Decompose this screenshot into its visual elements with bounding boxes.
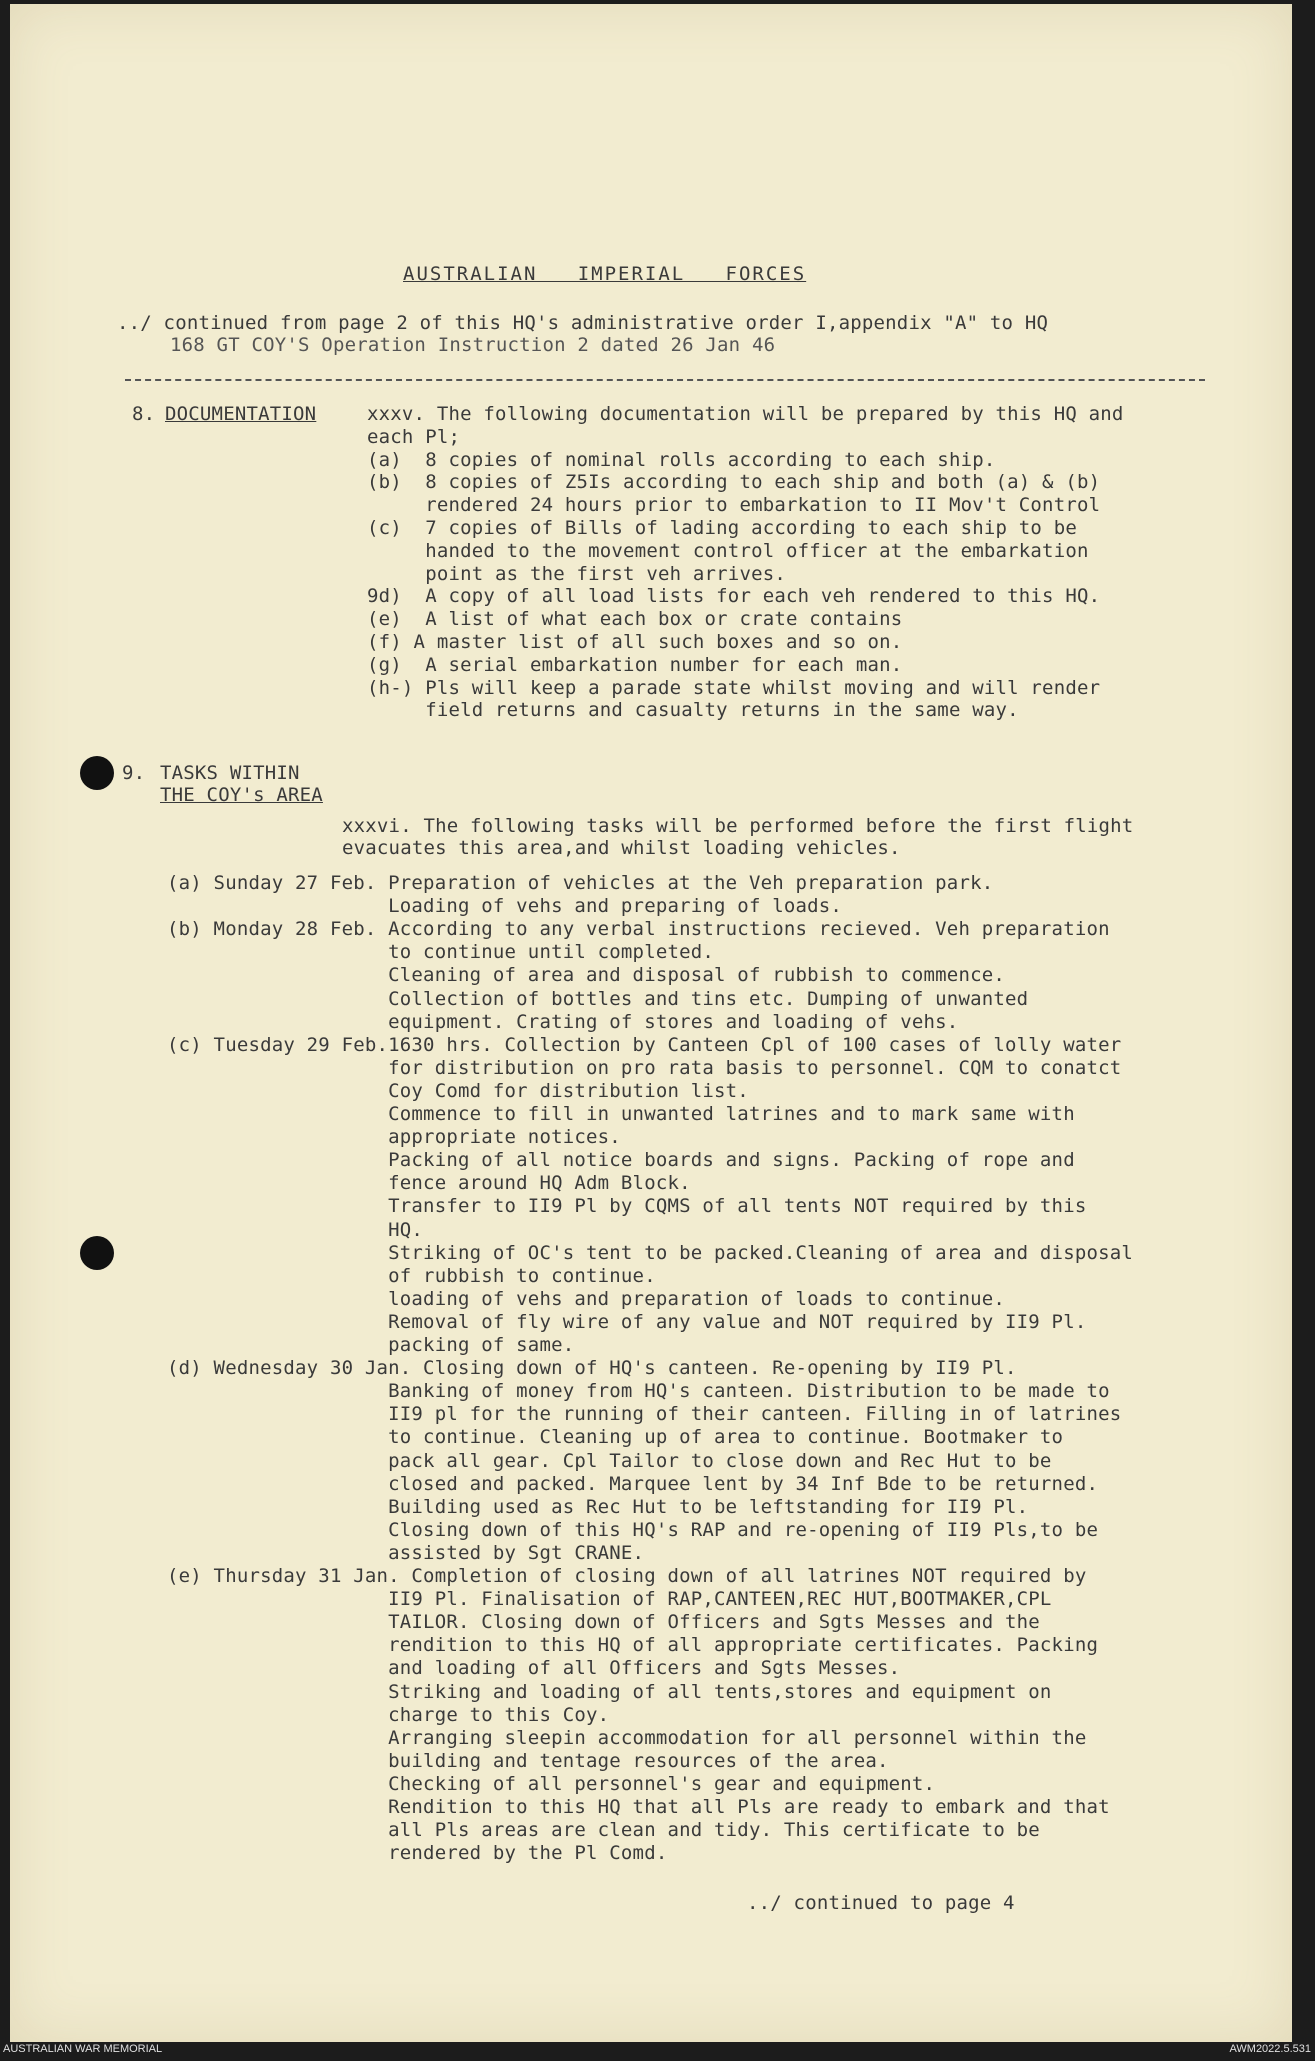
- section-9-line: II9 pl for the running of their canteen. Filling in of latrines: [167, 1403, 1122, 1426]
- section-8-line: rendered 24 hours prior to embarkation to II Mov't Control: [367, 494, 1101, 517]
- section-9-line: all Pls areas are clean and tidy. This certificate to be: [167, 1819, 1040, 1842]
- section-9-line: (c) Tuesday 29 Feb.1630 hrs. Collection by Canteen Cpl of 100 cases of lolly water: [167, 1033, 1122, 1056]
- footer-left: AUSTRALIAN WAR MEMORIAL: [3, 2043, 163, 2055]
- footer-right: AWM2022.5.531: [1229, 2043, 1311, 2055]
- section-8-line: xxxv. The following documentation will be prepared by this HQ and: [367, 403, 1124, 425]
- section-8-line: (c) 7 copies of Bills of lading according to each ship to be: [367, 517, 1077, 539]
- section-9-line: packing of same.: [167, 1334, 575, 1356]
- section-8-line: handed to the movement control officer at the embarkation: [367, 539, 1089, 562]
- section-9-intro-2: evacuates this area,and whilst loading vehicles.: [342, 837, 901, 859]
- section-9-line: Commence to fill in unwanted latrines and to mark same with: [167, 1103, 1075, 1125]
- section-9-heading-line-1: TASKS WITHIN: [160, 762, 300, 784]
- section-8-line: 9d) A copy of all load lists for each veh rendered to this HQ.: [367, 585, 1101, 608]
- section-9-line: (a) Sunday 27 Feb. Preparation of vehicles at the Veh preparation park.: [167, 872, 994, 894]
- punch-hole-top: [80, 756, 114, 790]
- section-9-line: Cleaning of area and disposal of rubbish to commence.: [167, 964, 1006, 987]
- section-9-line: to continue. Cleaning up of area to continue. Bootmaker to: [167, 1426, 1064, 1449]
- section-9-line: to continue until completed.: [167, 941, 715, 964]
- section-9-line: closed and packed. Marquee lent by 34 Inf Bde to be returned.: [167, 1472, 1099, 1495]
- section-divider: [125, 379, 1205, 381]
- section-9-line: Arranging sleepin accommodation for all personnel within the: [167, 1726, 1087, 1749]
- section-9-line: (d) Wednesday 30 Jan. Closing down of HQ's canteen. Re-opening by II9 Pl.: [167, 1357, 1017, 1380]
- section-8-heading: DOCUMENTATION: [165, 403, 317, 425]
- continuation-line-1: ../ continued from page 2 of this HQ's administrative order I,appendix "A" to HQ: [117, 312, 1049, 334]
- section-9-line: Removal of fly wire of any value and NOT required by II9 Pl.: [167, 1310, 1087, 1333]
- section-9-line: fence around HQ Adm Block.: [167, 1172, 691, 1195]
- section-9-line: rendered by the Pl Comd.: [167, 1842, 668, 1865]
- section-9-line: Building used as Rec Hut to be leftstanding for II9 Pl.: [167, 1495, 1029, 1518]
- section-8-line: (g) A serial embarkation number for each man.: [367, 653, 903, 676]
- section-9-line: Striking and loading of all tents,stores and equipment on: [167, 1680, 1052, 1703]
- section-9-line: Transfer to II9 Pl by CQMS of all tents NOT required by this: [167, 1195, 1087, 1218]
- section-9-line: Loading of vehs and preparing of loads.: [167, 895, 843, 918]
- section-9-line: HQ.: [167, 1218, 424, 1241]
- section-9-line: charge to this Coy.: [167, 1703, 610, 1726]
- section-8-line: (a) 8 copies of nominal rolls according to each ship.: [367, 448, 996, 471]
- section-9-number: 9.: [122, 762, 146, 784]
- section-9-line: TAILOR. Closing down of Officers and Sgts Messes and the: [167, 1611, 1040, 1634]
- section-9-line: rendition to this HQ of all appropriate certificates. Packing: [167, 1634, 1099, 1657]
- section-9-line: equipment. Crating of stores and loading of vehs.: [167, 1010, 959, 1033]
- section-9-line: building and tentage resources of the area.: [167, 1749, 889, 1772]
- section-8-line: field returns and casualty returns in the same way.: [367, 699, 1019, 722]
- section-9-line: Striking of OC's tent to be packed.Cleaning of area and disposal: [167, 1241, 1134, 1264]
- section-9-line: loading of vehs and preparation of loads to continue.: [167, 1287, 1006, 1310]
- continuation-line-2: 168 GT COY'S Operation Instruction 2 dated 26 Jan 46: [170, 334, 776, 356]
- section-9-line: (e) Thursday 31 Jan. Completion of closing down of all latrines NOT required by: [167, 1565, 1087, 1587]
- document-page: [10, 4, 1292, 2042]
- section-9-line: Coy Comd for distribution list.: [167, 1079, 749, 1102]
- section-9-line: Collection of bottles and tins etc. Dumping of unwanted: [167, 987, 1029, 1010]
- section-9-heading-line-2: THE COY's AREA: [160, 784, 323, 806]
- section-8-number: 8.: [132, 403, 156, 425]
- section-9-line: of rubbish to continue.: [167, 1264, 656, 1287]
- continued-note: ../ continued to page 4: [747, 1892, 1015, 1914]
- section-9-line: appropriate notices.: [167, 1126, 621, 1149]
- section-9-line: for distribution on pro rata basis to personnel. CQM to conatct: [167, 1056, 1122, 1079]
- section-9-line: Banking of money from HQ's canteen. Distribution to be made to: [167, 1380, 1110, 1403]
- section-9-line: Closing down of this HQ's RAP and re-opening of II9 Pls,to be: [167, 1518, 1099, 1541]
- section-9-line: pack all gear. Cpl Tailor to close down and Rec Hut to be: [167, 1449, 1052, 1472]
- section-8-line: (b) 8 copies of Z5Is according to each ship and both (a) & (b): [367, 471, 1101, 494]
- section-9-line: II9 Pl. Finalisation of RAP,CANTEEN,REC HUT,BOOTMAKER,CPL: [167, 1588, 1052, 1611]
- section-9-line: assisted by Sgt CRANE.: [167, 1541, 645, 1564]
- section-9-line: Packing of all notice boards and signs. Packing of rope and: [167, 1149, 1075, 1172]
- section-8-line: each Pl;: [367, 425, 461, 448]
- punch-hole-bottom: [80, 1236, 114, 1270]
- section-8-line: (f) A master list of all such boxes and so on.: [367, 631, 903, 653]
- section-9-line: (b) Monday 28 Feb. According to any verbal instructions recieved. Veh preparation: [167, 918, 1110, 941]
- section-9-line: and loading of all Officers and Sgts Messes.: [167, 1657, 901, 1680]
- section-8-line: point as the first veh arrives.: [367, 562, 787, 585]
- section-9-intro-1: xxxvi. The following tasks will be performed before the first flight: [342, 815, 1134, 837]
- section-8-line: (e) A list of what each box or crate contains: [367, 608, 903, 631]
- section-9-line: Rendition to this HQ that all Pls are ready to embark and that: [167, 1796, 1110, 1818]
- page-title: AUSTRALIAN IMPERIAL FORCES: [403, 263, 807, 285]
- section-9-line: Checking of all personnel's gear and equipment.: [167, 1772, 936, 1795]
- section-8-line: (h-) Pls will keep a parade state whilst moving and will render: [367, 676, 1101, 699]
